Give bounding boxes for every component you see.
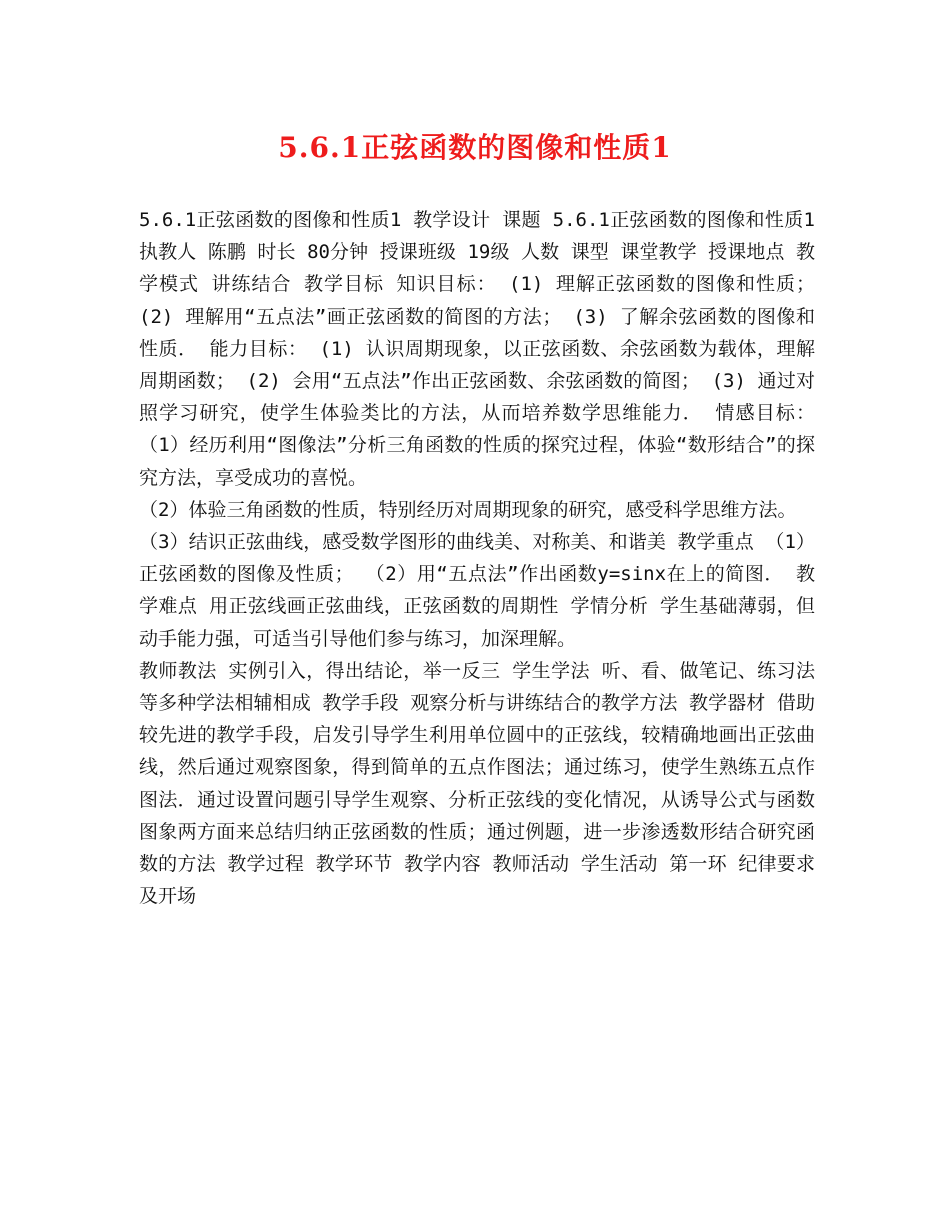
body-paragraph: 5.6.1正弦函数的图像和性质1 教学设计 课题 5.6.1正弦函数的图像和性质1 执教人 陈鹏 时长 80分钟 授课班级 19级 人数 课型 课堂教学 授课地点 教学模式 讲练结合 教学目标 知识目标： (1) 理解正弦函数的图像和性质； (2) 理解用“五点法”画正弦函数的简图的方法； (3) 了解余弦函数的图像和性质． 能力目标： (1) 认识周期现象，以正弦函数、余弦函数为载体，理解周期函数； (2) 会用“五点法”作出正弦函数、余弦函数的简图； (3) 通过对照学习研究，使学生体验类比的方法，从而培养数学思维能力． 情感目标： （1）经历利用“图像法”分析三角函数的性质的探究过程，体验“数形结合”的探究方法，享受成功的喜悦。 — [139, 209, 815, 489]
body-paragraph: （2）体验三角函数的性质，特别经历对周期现象的研究，感受科学思维方法。 — [139, 498, 797, 521]
body-paragraph: （3）结识正弦曲线，感受数学图形的曲线美、对称美、和谐美 教学重点 （1）正弦函数的图像及性质； （2）用“五点法”作出函数y=sinx在上的简图． 教学难点 用正弦线画正弦曲线，正弦函数的周期性 学情分析 学生基础薄弱，但动手能力强，可适当引导他们参与练习，加深理解。 — [139, 531, 815, 650]
body-paragraph: 教师教法 实例引入，得出结论，举一反三 学生学法 听、看、做笔记、练习法等多种学法相辅相成 教学手段 观察分析与讲练结合的教学方法 教学器材 借助较先进的教学手段，启发引导学生利用单位圆中的正弦线，较精确地画出正弦曲线，然后通过观察图象，得到简单的五点作图法；通过练习，使学生熟练五点作图法．通过设置问题引导学生观察、分析正弦线的变化情况，从诱导公式与函数图象两方面来总结归纳正弦函数的性质；通过例题，进一步渗透数形结合研究函数的方法 教学过程 教学环节 教学内容 教师活动 学生活动 第一环 纪律要求及开场 — [139, 659, 815, 908]
document-body — [139, 204, 815, 912]
document-title: 5.6.1正弦函数的图像和性质1 — [278, 131, 672, 164]
